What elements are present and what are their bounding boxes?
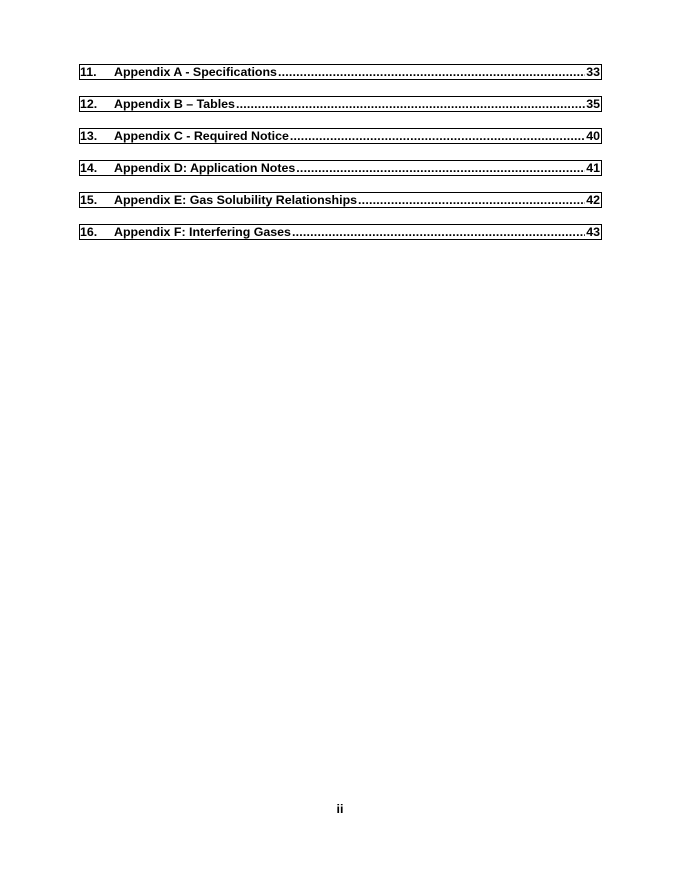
dot-leader — [296, 161, 585, 175]
toc-entry-page: 35 — [586, 97, 600, 111]
toc-entry-page: 33 — [586, 65, 600, 79]
toc-entry-title: Appendix C - Required Notice — [114, 129, 289, 143]
toc-entry-appendix-d[interactable] — [79, 160, 602, 176]
toc-entry-title: Appendix F: Interfering Gases — [114, 225, 291, 239]
toc-entry-number: 12. — [80, 97, 98, 111]
toc-entry-number: 11. — [80, 65, 97, 79]
toc-entry-title: Appendix D: Application Notes — [114, 161, 296, 175]
toc-entry-appendix-a[interactable] — [79, 64, 602, 80]
page-number: ii — [336, 802, 344, 816]
toc-entry-number: 15. — [80, 193, 98, 207]
toc-entry-title: Appendix B – Tables — [114, 97, 235, 111]
toc-entry-appendix-c[interactable] — [79, 128, 602, 144]
table-of-contents — [79, 64, 602, 256]
toc-entry-page: 43 — [586, 225, 600, 239]
toc-entry-page: 41 — [586, 161, 600, 175]
toc-entry-number: 16. — [80, 225, 98, 239]
toc-entry-title: Appendix A - Specifications — [114, 65, 277, 79]
toc-entry-title: Appendix E: Gas Solubility Relationships — [114, 193, 358, 207]
dot-leader — [292, 225, 585, 239]
toc-entry-page: 42 — [586, 193, 600, 207]
dot-leader — [358, 193, 585, 207]
toc-entry-number: 14. — [80, 161, 98, 175]
dot-leader — [236, 97, 585, 111]
toc-entry-appendix-b[interactable] — [79, 96, 602, 112]
toc-entry-page: 40 — [586, 129, 600, 143]
toc-entry-appendix-e[interactable] — [79, 192, 602, 208]
toc-entry-appendix-f[interactable] — [79, 224, 602, 240]
toc-entry-number: 13. — [80, 129, 98, 143]
dot-leader — [278, 65, 585, 79]
dot-leader — [290, 129, 585, 143]
